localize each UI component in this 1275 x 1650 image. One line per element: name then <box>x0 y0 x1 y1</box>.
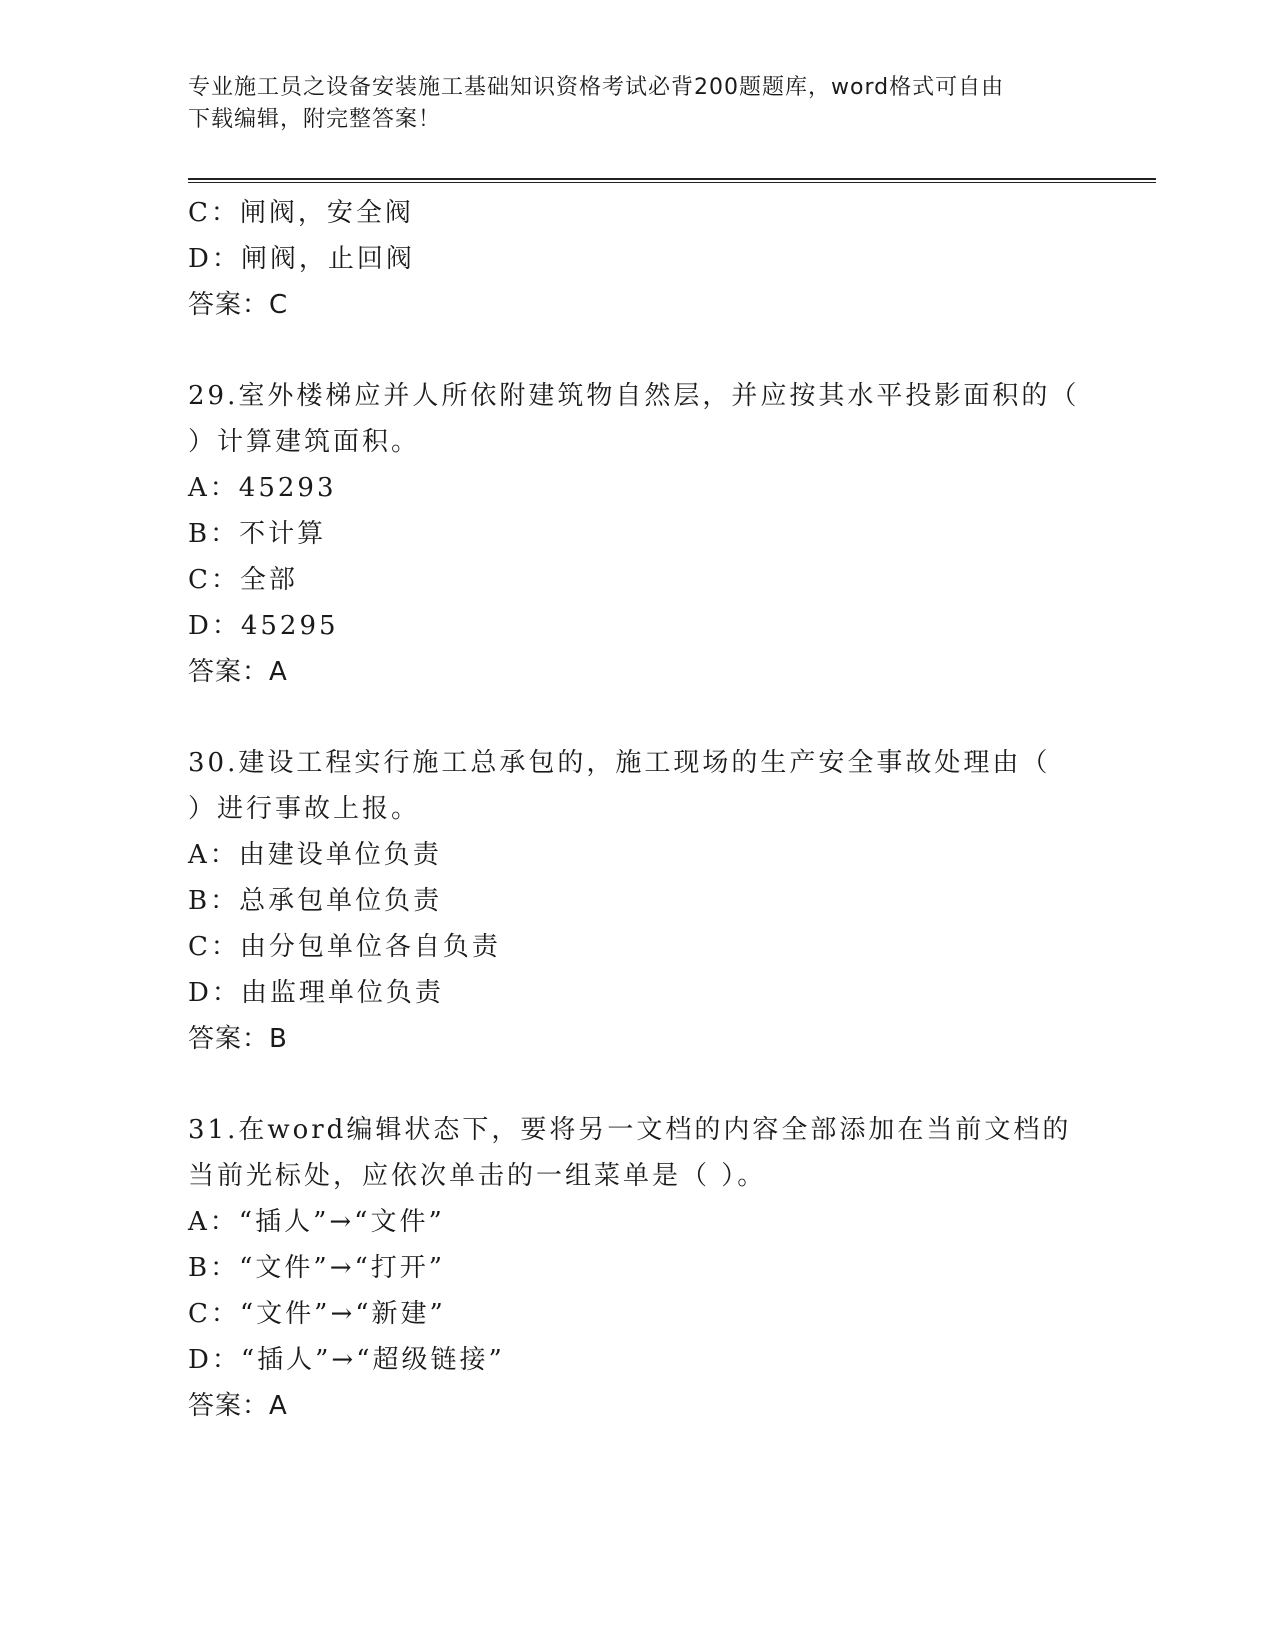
option-b: B：“文件”→“打开” <box>188 1253 446 1283</box>
question-stem: 30.建设工程实行施工总承包的，施工现场的生产安全事故处理由（ <box>188 748 1051 778</box>
option-c: C：闸阀，安全阀 <box>188 198 414 228</box>
option-d: D：由监理单位负责 <box>188 978 444 1008</box>
option-d: D：45295 <box>188 611 339 641</box>
document-header <box>188 72 1088 136</box>
option-b: B：总承包单位负责 <box>188 886 443 916</box>
question-stem-continued: ）进行事故上报。 <box>188 794 421 824</box>
option-c: C：“文件”→“新建” <box>188 1299 446 1329</box>
question-stem: 29.室外楼梯应并人所依附建筑物自然层，并应按其水平投影面积的（ <box>188 381 1080 411</box>
question-stem: 31.在word编辑状态下，要将另一文档的内容全部添加在当前文档的 <box>188 1115 1072 1145</box>
answer: 答案：C <box>188 290 289 320</box>
option-b: B：不计算 <box>188 519 327 549</box>
header-title-line-1: 专业施工员之设备安装施工基础知识资格考试必背200题题库，word格式可自由 <box>188 75 1005 100</box>
option-a: A：“插人”→“文件” <box>188 1207 445 1237</box>
answer: 答案：B <box>188 1024 288 1054</box>
option-a: A：由建设单位负责 <box>188 840 442 870</box>
header-title-line-2: 下载编辑，附完整答案！ <box>188 107 442 132</box>
answer: 答案：A <box>188 657 288 687</box>
question-stem-continued: 当前光标处，应依次单击的一组菜单是（ ）。 <box>188 1161 767 1191</box>
question-partial <box>188 190 1088 328</box>
spacer <box>188 1062 1088 1107</box>
header-divider <box>188 178 1156 183</box>
option-c: C：由分包单位各自负责 <box>188 932 501 962</box>
option-d: D：闸阀，止回阀 <box>188 244 415 274</box>
spacer <box>188 695 1088 740</box>
question-31 <box>188 1107 1088 1429</box>
option-d: D：“插人”→“超级链接” <box>188 1345 505 1375</box>
document-body <box>188 190 1088 1429</box>
question-29 <box>188 373 1088 695</box>
question-stem-continued: ）计算建筑面积。 <box>188 427 421 457</box>
question-30 <box>188 740 1088 1062</box>
spacer <box>188 328 1088 373</box>
answer: 答案：A <box>188 1391 288 1421</box>
option-a: A：45293 <box>188 473 337 503</box>
option-c: C：全部 <box>188 565 298 595</box>
